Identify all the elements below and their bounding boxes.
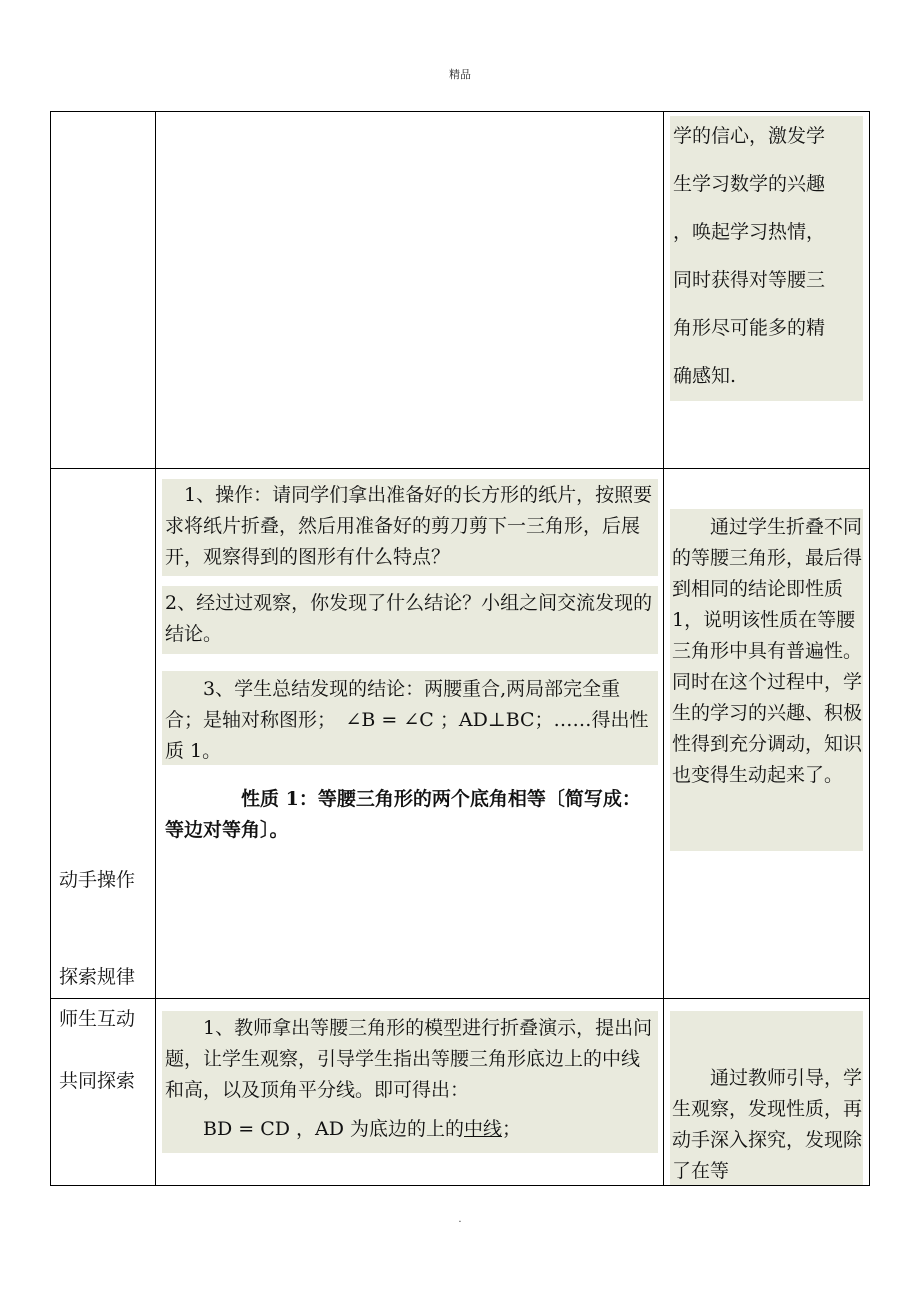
row2-para-2-text: 2、经过过观察，你发现了什么结论？小组之间交流发现的结论。 bbox=[165, 592, 653, 645]
row2-right-text bbox=[672, 512, 862, 791]
property-1-text: 性质 1：等腰三角形的两个底角相等〔简写成：等边对等角〕。 bbox=[165, 788, 641, 841]
row-divider-1 bbox=[50, 468, 870, 469]
row3-right-text-body: 通过教师引导，学生观察，发现性质，再动手深入探究，发现除了在等 bbox=[672, 1067, 863, 1182]
row3-formula bbox=[165, 1114, 657, 1145]
row-divider-2 bbox=[50, 998, 870, 999]
page-footer: . bbox=[458, 1214, 462, 1225]
row2-para-2 bbox=[165, 588, 657, 650]
row3-right-text bbox=[672, 1063, 862, 1187]
row1-line-6: 确感知. bbox=[673, 365, 737, 387]
row3-label-explore: 共同探索 bbox=[59, 1070, 136, 1092]
row2-label-hands-on: 动手操作 bbox=[59, 869, 136, 891]
row2-para-1-text: 1、操作：请同学们拿出准备好的长方形的纸片，按照要求将纸片折叠，然后用准备好的剪刀剪下一三角形，后展开，观察得到的图形有什么特点？ bbox=[165, 484, 653, 568]
row3-formula-prefix: BD = CD ，AD 为底边的上的 bbox=[165, 1118, 465, 1140]
table-border-left bbox=[50, 111, 51, 1186]
row3-para-text: 1、教师拿出等腰三角形的模型进行折叠演示，提出问题，让学生观察，引导学生指出等腰三角形底边上的中线和高，以及顶角平分线。即可得出： bbox=[165, 1017, 653, 1101]
row1-line-4: 同时获得对等腰三 bbox=[673, 269, 826, 291]
row2-label-explore: 探索规律 bbox=[59, 966, 136, 988]
row2-para-1 bbox=[165, 480, 657, 573]
property-1 bbox=[165, 784, 657, 846]
row1-line-3: ，唤起学习热情， bbox=[673, 221, 826, 243]
row3-para bbox=[165, 1013, 657, 1145]
page-header: 精品 bbox=[449, 68, 471, 81]
row1-line-2: 生学习数学的兴趣 bbox=[673, 173, 826, 195]
row2-para-3-text: 3、学生总结发现的结论：两腰重合,两局部完全重合；是轴对称图形； ∠B = ∠C ；AD⊥BC；……得出性质 1。 bbox=[165, 678, 649, 762]
table-border-right bbox=[869, 111, 870, 1186]
row3-formula-suffix: ； bbox=[502, 1118, 522, 1140]
column-divider-2 bbox=[663, 111, 664, 1186]
lesson-plan-table bbox=[50, 111, 870, 1186]
row3-label-interaction: 师生互动 bbox=[59, 1008, 136, 1030]
row1-right-text bbox=[673, 112, 863, 400]
row3-formula-median: 中线 bbox=[464, 1118, 503, 1140]
row1-line-5: 角形尽可能多的精 bbox=[673, 317, 826, 339]
row2-right-text-body: 通过学生折叠不同的等腰三角形，最后得到相同的结论即性质 1，说明该性质在等腰三角形中具有普遍性。同时在这个过程中，学生的学习的兴趣、积极性得到充分调动，知识也变得生动起来了。 bbox=[672, 516, 863, 786]
column-divider-1 bbox=[155, 111, 156, 1186]
row2-para-3 bbox=[165, 674, 657, 767]
row1-line-1: 学的信心，激发学 bbox=[673, 125, 826, 147]
